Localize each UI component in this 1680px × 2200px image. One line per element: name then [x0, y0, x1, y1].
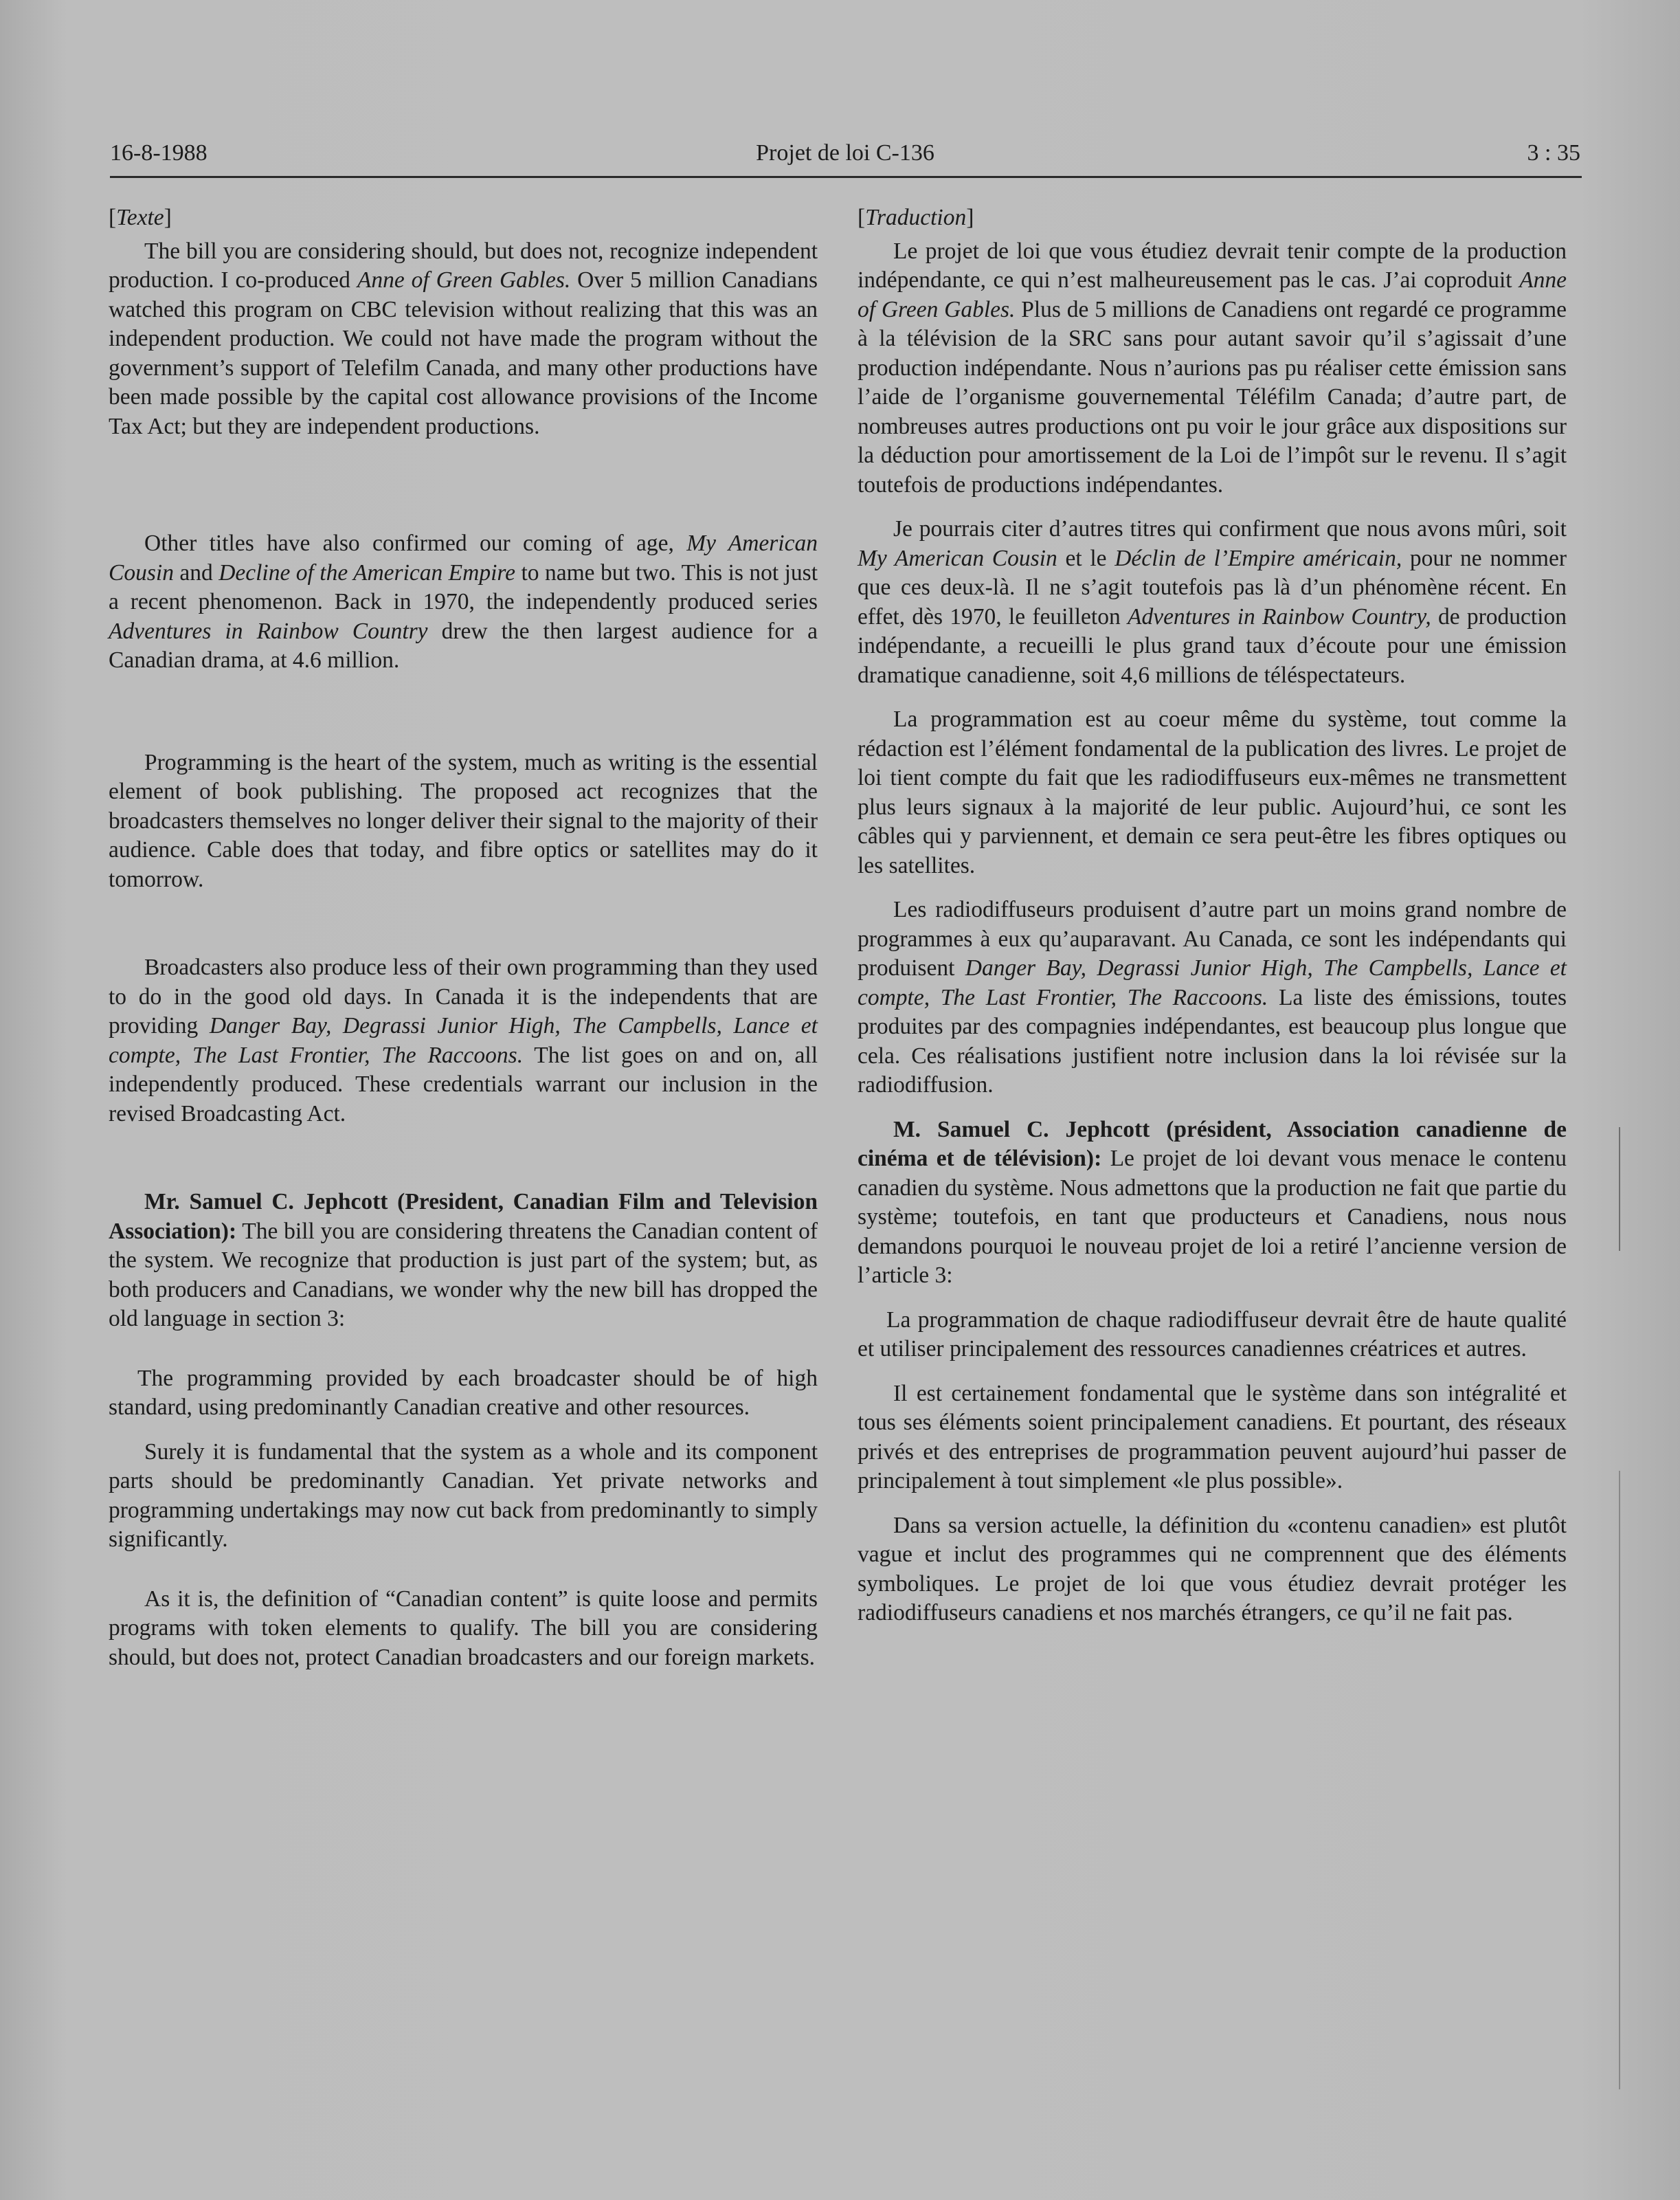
french-paragraph-2: Je pourrais citer d’autres titres qui confirment que nous avons mûri, soit My American Cousin et le Déclin de l’Empire américain, pour ne nommer que ces deux-là. Il ne s’agit toutefois pas là d’un phénomène récent. En effet, dès 1970, le feuilleton Adventures in Rainbow Country, de production indépendante, a recueilli le plus grand taux d’écoute pour une émission dramatique canadienne, soit 4,6 millions de téléspectateurs.	[858, 516, 1567, 688]
english-tag-label: Texte	[116, 205, 164, 230]
french-paragraph-5: M. Samuel C. Jephcott (président, Association canadienne de cinéma et de télévision): Le projet de loi devant vous menace le contenu canadien du système. Nous admettons que la production ne fait que partie du système; toutefois, en tant que producteurs et Canadiens, nous nous demandons pourquoi le nouveau projet de loi a retiré l’ancienne version de l’article 3:	[858, 1116, 1567, 1288]
header-date: 16-8-1988	[110, 140, 208, 166]
french-tag-label: Traduction	[865, 205, 967, 230]
scan-edge-mark-lower	[1619, 1471, 1620, 2089]
english-paragraph-4: Broadcasters also produce less of their own programming than they used to do in the good old days. In Canada it is the independents that are providing Danger Bay, Degrassi Junior High, The Campbells, Lance et compte, The Last Frontier, The Raccoons. The list goes on and on, all independently produced. These credentials warrant our inclusion in the revised Broadcasting Act.	[109, 955, 818, 1126]
french-column	[858, 203, 1567, 1628]
english-paragraph-7: Surely it is fundamental that the system as a whole and its component parts should be predominantly Canadian. Yet private networks and programming undertakings may now cut back from predominantly to simply significantly.	[109, 1438, 818, 1552]
french-paragraph-7: Il est certainement fondamental que le système dans son intégralité et tous ses éléments soient principalement canadiens. Et pourtant, des réseaux privés et des entreprises de programmation peuvent aujourd’hui passer de principalement à tout simplement «le plus possible».	[858, 1380, 1567, 1493]
french-quote: La programmation de chaque radiodiffuseur devrait être de haute qualité et utiliser principalement des ressources canadiennes créatrices et autres.	[858, 1307, 1567, 1362]
scan-edge-mark	[1619, 1127, 1620, 1251]
english-paragraph-8: As it is, the definition of “Canadian content” is quite loose and permits programs with token elements to qualify. The bill you are considering should, but does not, protect Canadian broadcasters and our foreign markets.	[109, 1586, 818, 1670]
header-rule	[110, 176, 1582, 178]
english-paragraph-3: Programming is the heart of the system, much as writing is the essential element of book publishing. The proposed act recognizes that the broadcasters themselves no longer deliver their signal to the majority of their audience. Cable does that today, and fibre optics or satellites may do it tomorrow.	[109, 749, 818, 892]
french-paragraph-8: Dans sa version actuelle, la définition du «contenu canadien» est plutôt vague et inclut des programmes qui ne comprennent que des éléments symboliques. Le projet de loi que vous étudiez devrait protéger les radiodiffuseurs canadiens et nos marchés étrangers, ce qu’il ne fait pas.	[858, 1512, 1567, 1625]
english-paragraph-1: The bill you are considering should, but does not, recognize independent production. I co-produced Anne of Green Gables. Over 5 million Canadians watched this program on CBC television without realizing that this was an independent production. We could not have made the program without the government’s support of Telefilm Canada, and many other productions have been made possible by the capital cost allowance provisions of the Income Tax Act; but they are independent productions.	[109, 238, 818, 439]
english-quote: The programming provided by each broadcaster should be of high standard, using predominantly Canadian creative and other resources.	[109, 1365, 818, 1420]
header-title: Projet de loi C-136	[756, 140, 934, 166]
french-tag: [Traduction]	[858, 205, 974, 230]
english-paragraph-5: Mr. Samuel C. Jephcott (President, Canadian Film and Television Association): The bill you are considering threatens the Canadian content of the system. We recognize that production is just part of the system; but, as both producers and Canadians, we wonder why the new bill has dropped the old language in section 3:	[109, 1189, 818, 1331]
english-tag: [Texte]	[109, 205, 172, 230]
header-page-number: 3 : 35	[1527, 140, 1580, 166]
english-column	[109, 203, 818, 1672]
running-header	[110, 140, 1580, 175]
french-paragraph-1: Le projet de loi que vous étudiez devrait tenir compte de la production indépendante, ce qui n’est malheureusement pas le cas. J’ai coproduit Anne of Green Gables. Plus de 5 millions de Canadiens ont regardé ce programme à la télévision de la SRC sans pour autant savoir qu’il s’agissait d’une production indépendante. Nous n’aurions pas pu réaliser cette émission sans l’aide de l’organisme gouvernemental Téléfilm Canada; d’autre part, de nombreuses autres productions ont pu voir le jour grâce aux dispositions sur la déduction pour amortissement de la Loi de l’impôt sur le revenu. Il s’agit toutefois de productions indépendantes.	[858, 238, 1567, 498]
french-paragraph-4: Les radiodiffuseurs produisent d’autre part un moins grand nombre de programmes à eux qu’auparavant. Au Canada, ce sont les indépendants qui produisent Danger Bay, Degrassi Junior High, The Campbells, Lance et compte, The Last Frontier, The Raccoons. La liste des émissions, toutes produites par des compagnies indépendantes, est beaucoup plus longue que cela. Ces réalisations justifient notre inclusion dans la loi révisée sur la radiodiffusion.	[858, 897, 1567, 1098]
english-paragraph-2: Other titles have also confirmed our coming of age, My American Cousin and Decline of the American Empire to name but two. This is not just a recent phenomenon. Back in 1970, the independently produced series Adventures in Rainbow Country drew the then largest audience for a Canadian drama, at 4.6 million.	[109, 531, 818, 673]
french-paragraph-3: La programmation est au coeur même du système, tout comme la rédaction est l’élément fondamental de la publication des livres. Le projet de loi tient compte du fait que les radiodiffuseurs eux-mêmes ne transmettent plus leurs signaux à la majorité de leur public. Aujourd’hui, ce sont les câbles qui y parviennent, et demain ce sera peut-être les fibres optiques ou les satellites.	[858, 707, 1567, 878]
